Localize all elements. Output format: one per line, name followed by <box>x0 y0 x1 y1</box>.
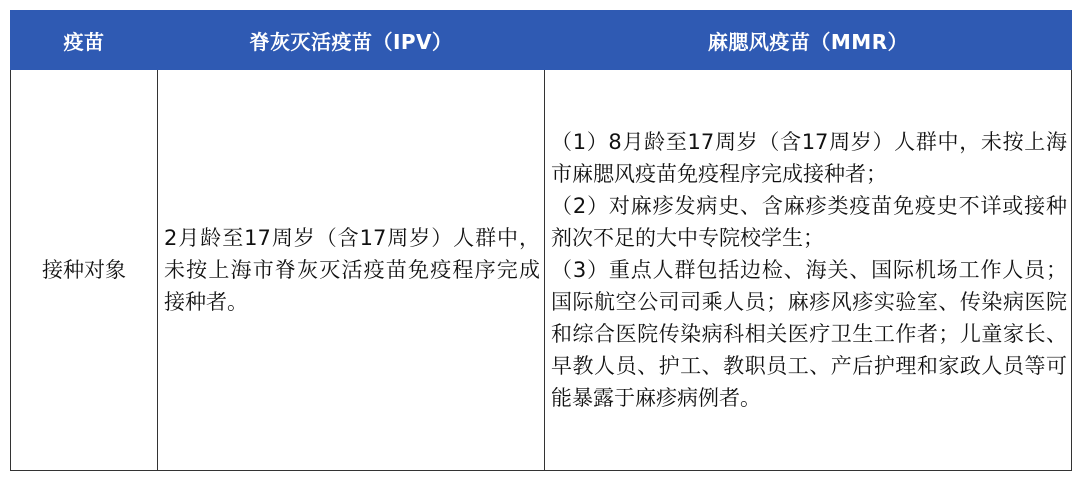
table-row <box>11 70 1072 471</box>
header-vaccine: 疫苗 <box>11 11 158 70</box>
ipv-text: 2月龄至17周岁（含17周岁）人群中，未按上海市脊灰灭活疫苗免疫程序完成接种者。 <box>164 226 540 314</box>
mmr-item-2: （2）对麻疹发病史、含麻疹类疫苗免疫史不详或接种剂次不足的大中专院校学生； <box>551 194 1067 250</box>
ipv-target-description <box>158 70 545 471</box>
vaccine-table <box>10 10 1072 471</box>
mmr-item-1: （1）8月龄至17周岁（含17周岁）人群中，未按上海市麻腮风疫苗免疫程序完成接种者； <box>551 130 1067 186</box>
mmr-target-description <box>545 70 1072 471</box>
header-ipv: 脊灰灭活疫苗（IPV） <box>158 11 545 70</box>
table-header-row <box>11 11 1072 70</box>
header-mmr: 麻腮风疫苗（MMR） <box>545 11 1072 70</box>
vaccine-table-container <box>10 10 1071 471</box>
mmr-item-3: （3）重点人群包括边检、海关、国际机场工作人员；国际航空公司司乘人员；麻疹风疹实验室、传染病医院和综合医院传染病科相关医疗卫生工作者；儿童家长、早教人员、护工、教职员工、产后护理和家政人员等可能暴露于麻疹病例者。 <box>551 258 1067 410</box>
row-label-target-group: 接种对象 <box>11 70 158 471</box>
